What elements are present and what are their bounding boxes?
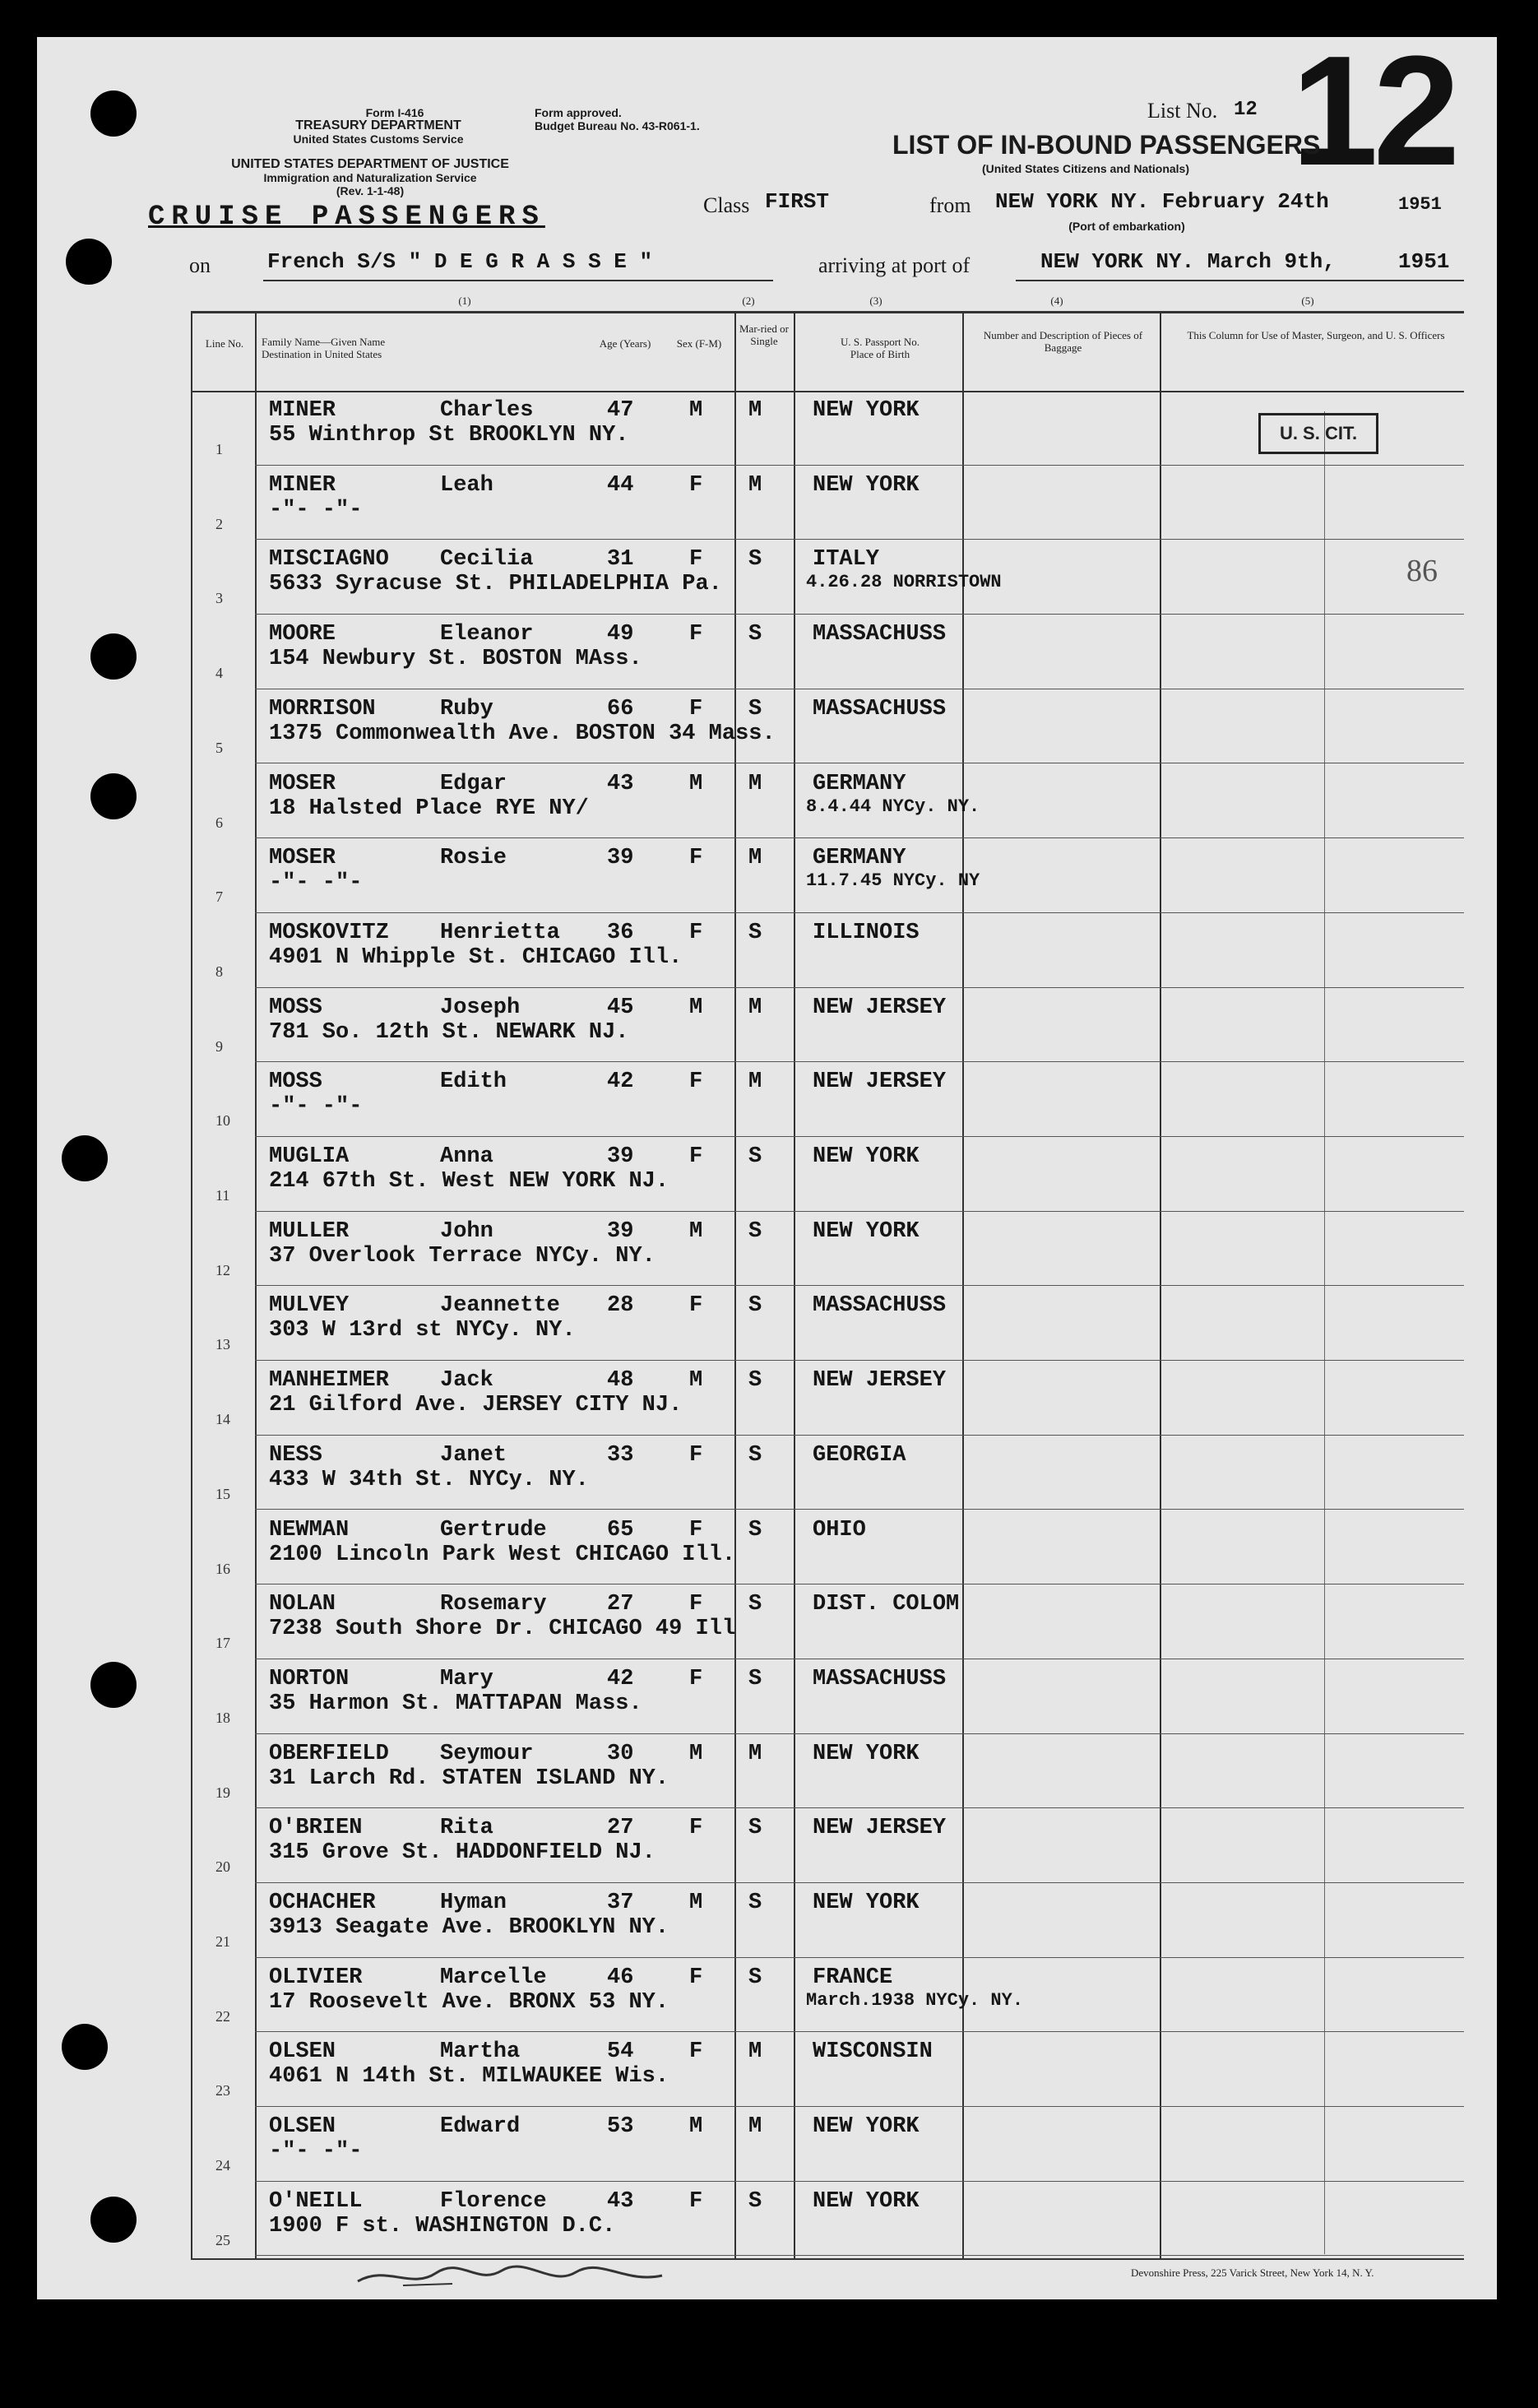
marital-status: S	[748, 1816, 762, 1841]
destination-address: 18 Halsted Place RYE NY/	[269, 796, 589, 821]
from-year: 1951	[1398, 194, 1442, 215]
row-divider	[255, 987, 1464, 988]
place-of-birth: MASSACHUSS	[813, 1666, 947, 1691]
place-of-birth: NEW YORK	[813, 472, 920, 498]
marital-status: S	[748, 696, 762, 721]
form-number: Form I-416	[365, 106, 424, 119]
table-row	[0, 1287, 1538, 1362]
family-name: O'NEILL	[269, 2188, 363, 2214]
place-of-birth: ITALY	[813, 547, 880, 573]
row-divider	[255, 1807, 1464, 1808]
age: 66	[607, 696, 634, 721]
age: 43	[607, 2188, 634, 2214]
col-number-3: (3)	[869, 295, 882, 307]
destination-address: 55 Winthrop St BROOKLYN NY.	[269, 423, 629, 448]
line-number: 18	[215, 1709, 230, 1726]
destination-address: 315 Grove St. HADDONFIELD NJ.	[269, 1840, 656, 1866]
family-name: MANHEIMER	[269, 1368, 389, 1394]
family-name: MOSS	[269, 995, 322, 1020]
destination-address: 17 Roosevelt Ave. BRONX 53 NY.	[269, 1989, 669, 2015]
destination-address: 37 Overlook Terrace NYCy. NY.	[269, 1243, 656, 1269]
age: 42	[607, 1069, 634, 1095]
passport-detail: 8.4.44 NYCy. NY.	[806, 796, 980, 817]
destination-address: -"- -"-	[269, 1094, 363, 1120]
table-row	[0, 1884, 1538, 1960]
destination-address: -"- -"-	[269, 2139, 363, 2164]
col-header-sex: Sex (F-M)	[676, 337, 722, 350]
col-header-line-no: Line No.	[205, 337, 244, 350]
given-name: Charles	[440, 398, 534, 423]
place-of-birth: OHIO	[813, 1517, 866, 1543]
age: 45	[607, 995, 634, 1020]
marital-status: S	[748, 1442, 762, 1468]
line-number: 1	[215, 441, 223, 457]
sex: M	[689, 771, 703, 796]
place-of-birth: NEW YORK	[813, 1891, 920, 1915]
line-number: 19	[215, 1784, 230, 1801]
col-number-1: (1)	[458, 295, 471, 307]
col-header-age: Age (Years)	[599, 337, 651, 350]
from-label: from	[929, 193, 971, 217]
line-number: 21	[215, 1933, 230, 1950]
destination-address: 303 W 13rd st NYCy. NY.	[269, 1318, 576, 1343]
destination-address: 1900 F st. WASHINGTON D.C.	[269, 2213, 616, 2239]
row-divider	[255, 2255, 1464, 2256]
family-name: O'BRIEN	[269, 1816, 363, 1841]
given-name: Leah	[440, 472, 493, 498]
marital-status: M	[748, 846, 762, 871]
marital-status: S	[748, 1965, 762, 1990]
line-number: 15	[215, 1485, 230, 1502]
given-name: Joseph	[440, 995, 521, 1020]
age: 44	[607, 472, 634, 498]
row-divider	[255, 1435, 1464, 1436]
table-bottom-border	[191, 2258, 1464, 2260]
marital-status: M	[748, 2039, 762, 2065]
marital-status: S	[748, 547, 762, 573]
place-of-birth: NEW YORK	[813, 398, 920, 423]
row-divider	[255, 1136, 1464, 1137]
table-row	[0, 1436, 1538, 1512]
col-header-officers: This Column for Use of Master, Surgeon, and U. S. Officers	[1187, 329, 1445, 341]
place-of-birth: NEW YORK	[813, 1218, 920, 1244]
family-name: OCHACHER	[269, 1891, 376, 1915]
age: 36	[607, 920, 634, 945]
col-number-2: (2)	[742, 295, 755, 307]
row-divider	[255, 614, 1464, 615]
age: 30	[607, 1741, 634, 1766]
marital-status: S	[748, 1592, 762, 1617]
sex: F	[689, 920, 703, 945]
table-row	[0, 2033, 1538, 2109]
form-approved: Form approved.	[535, 106, 622, 119]
line-number: 16	[215, 1560, 230, 1577]
sex: F	[689, 846, 703, 871]
arriving-label: arriving at port of	[818, 253, 971, 277]
table-row	[0, 1138, 1538, 1213]
table-row	[0, 615, 1538, 691]
line-number: 25	[215, 2231, 230, 2248]
row-divider	[255, 2106, 1464, 2107]
row-divider	[255, 1957, 1464, 1958]
given-name: Mary	[440, 1666, 493, 1691]
table-row	[0, 466, 1538, 542]
age: 37	[607, 1891, 634, 1915]
marital-status: S	[748, 622, 762, 647]
family-name: MUGLIA	[269, 1144, 350, 1169]
family-name: MULVEY	[269, 1293, 350, 1319]
line-number: 2	[215, 515, 223, 532]
table-row	[0, 1959, 1538, 2035]
place-of-birth: MASSACHUSS	[813, 1293, 947, 1319]
line-number: 12	[215, 1261, 230, 1278]
given-name: Gertrude	[440, 1517, 547, 1543]
treasury-dept: TREASURY DEPARTMENT	[295, 118, 461, 132]
line-number: 7	[215, 889, 223, 906]
family-name: MULLER	[269, 1218, 350, 1244]
row-divider	[255, 1509, 1464, 1510]
age: 28	[607, 1293, 634, 1319]
punch-hole	[90, 90, 137, 137]
family-name: MINER	[269, 472, 336, 498]
sex: M	[689, 995, 703, 1020]
sex: F	[689, 622, 703, 647]
row-divider	[255, 2031, 1464, 2032]
age: 33	[607, 1442, 634, 1468]
table-row	[0, 839, 1538, 915]
given-name: Hyman	[440, 1891, 507, 1915]
cruise-heading: CRUISE PASSENGERS	[148, 202, 545, 233]
given-name: Rosie	[440, 846, 507, 871]
age: 47	[607, 398, 634, 423]
family-name: MORRISON	[269, 696, 376, 721]
list-no-label: List No.	[1147, 99, 1218, 123]
age: 53	[607, 2114, 634, 2140]
row-divider	[255, 1360, 1464, 1361]
age: 54	[607, 2039, 634, 2065]
table-row	[0, 989, 1538, 1065]
line-number: 11	[215, 1187, 230, 1204]
given-name: Rita	[440, 1816, 493, 1841]
sex: F	[689, 1592, 703, 1617]
arriving-year: 1951	[1398, 249, 1450, 274]
customs-service: United States Customs Service	[293, 132, 464, 146]
officer-signature	[354, 2261, 666, 2294]
table-row	[0, 2183, 1538, 2258]
family-name: OBERFIELD	[269, 1741, 389, 1766]
age: 31	[607, 547, 634, 573]
table-row	[0, 1511, 1538, 1587]
sex: F	[689, 1517, 703, 1543]
place-of-birth: WISCONSIN	[813, 2039, 933, 2065]
table-row	[0, 1063, 1538, 1139]
destination-address: 433 W 34th St. NYCy. NY.	[269, 1467, 589, 1492]
given-name: John	[440, 1218, 493, 1244]
line-number: 4	[215, 665, 223, 682]
row-divider	[255, 912, 1464, 913]
given-name: Jack	[440, 1368, 493, 1394]
marital-status: M	[748, 1069, 762, 1095]
sex: F	[689, 1293, 703, 1319]
destination-address: 31 Larch Rd. STATEN ISLAND NY.	[269, 1765, 669, 1791]
justice-dept: UNITED STATES DEPARTMENT OF JUSTICE	[231, 157, 509, 171]
marital-status: S	[748, 1218, 762, 1244]
family-name: NEWMAN	[269, 1517, 350, 1543]
ship-name: French S/S " D E G R A S S E "	[267, 249, 653, 274]
printer-footer: Devonshire Press, 225 Varick Street, New York 14, N. Y.	[1131, 2266, 1374, 2279]
sex: F	[689, 2039, 703, 2065]
list-number-stamp: 12	[1291, 24, 1456, 198]
family-name: OLSEN	[269, 2114, 336, 2140]
place-of-birth: GERMANY	[813, 846, 906, 871]
place-of-birth: FRANCE	[813, 1965, 893, 1990]
line-number: 13	[215, 1336, 230, 1353]
given-name: Jeannette	[440, 1293, 560, 1319]
place-of-birth: NEW YORK	[813, 1144, 920, 1169]
table-row	[0, 1362, 1538, 1437]
sex: M	[689, 1368, 703, 1394]
place-of-birth: MASSACHUSS	[813, 622, 947, 647]
marital-status: S	[748, 1293, 762, 1319]
marital-status: S	[748, 920, 762, 945]
age: 43	[607, 771, 634, 796]
marital-status: S	[748, 1891, 762, 1915]
line-number: 6	[215, 814, 223, 831]
table-row	[0, 2108, 1538, 2183]
given-name: Edward	[440, 2114, 521, 2140]
sex: F	[689, 1666, 703, 1691]
sex: F	[689, 472, 703, 498]
place-of-birth: GEORGIA	[813, 1442, 906, 1468]
destination-address: 2100 Lincoln Park West CHICAGO Ill.	[269, 1542, 736, 1567]
age: 42	[607, 1666, 634, 1691]
family-name: OLSEN	[269, 2039, 336, 2065]
given-name: Marcelle	[440, 1965, 547, 1990]
line-number: 8	[215, 963, 223, 980]
sex: M	[689, 1891, 703, 1915]
given-name: Edgar	[440, 771, 507, 796]
place-of-birth: NEW YORK	[813, 2188, 920, 2214]
line-number: 17	[215, 1635, 230, 1652]
col-header-name: Family Name—Given Name Destination in United States	[262, 336, 386, 360]
age: 27	[607, 1816, 634, 1841]
family-name: MOORE	[269, 622, 336, 647]
table-row	[0, 1660, 1538, 1736]
col-number-4: (4)	[1050, 295, 1063, 307]
destination-address: 7238 South Shore Dr. CHICAGO 49 Ill	[269, 1617, 736, 1642]
destination-address: 21 Gilford Ave. JERSEY CITY NJ.	[269, 1393, 683, 1418]
given-name: Cecilia	[440, 547, 534, 573]
list-no-value: 12	[1234, 99, 1258, 121]
row-divider	[255, 2181, 1464, 2182]
destination-address: -"- -"-	[269, 497, 363, 522]
line-number: 5	[215, 739, 223, 756]
margin-note: 86	[1406, 554, 1438, 588]
col-number-5: (5)	[1301, 295, 1314, 307]
destination-address: 781 So. 12th St. NEWARK NJ.	[269, 1019, 629, 1045]
arriving-underline	[1016, 280, 1464, 281]
age: 39	[607, 846, 634, 871]
row-divider	[255, 1733, 1464, 1734]
place-of-birth: NEW JERSEY	[813, 1816, 947, 1841]
given-name: Eleanor	[440, 622, 534, 647]
table-row	[0, 1213, 1538, 1288]
marital-status: M	[748, 771, 762, 796]
line-number: 24	[215, 2157, 230, 2174]
sex: M	[689, 2114, 703, 2140]
budget-bureau: Budget Bureau No. 43-R061-1.	[535, 119, 700, 132]
family-name: MINER	[269, 398, 336, 423]
place-of-birth: ILLINOIS	[813, 920, 920, 945]
marital-status: S	[748, 1517, 762, 1543]
destination-address: 35 Harmon St. MATTAPAN Mass.	[269, 1691, 642, 1716]
marital-status: S	[748, 2188, 762, 2214]
line-number: 20	[215, 1858, 230, 1876]
marital-status: S	[748, 1368, 762, 1394]
line-number: 3	[215, 590, 223, 607]
sex: M	[689, 1741, 703, 1766]
row-divider	[255, 465, 1464, 466]
destination-address: 154 Newbury St. BOSTON MAss.	[269, 647, 642, 672]
row-divider	[255, 1211, 1464, 1212]
place-of-birth: NEW JERSEY	[813, 1069, 947, 1095]
place-of-birth: NEW JERSEY	[813, 1368, 947, 1394]
sex: F	[689, 1965, 703, 1990]
age: 49	[607, 622, 634, 647]
page-title: LIST OF IN-BOUND PASSENGERS	[892, 130, 1321, 160]
destination-address: 4061 N 14th St. MILWAUKEE Wis.	[269, 2064, 669, 2090]
revision: (Rev. 1-1-48)	[336, 184, 405, 197]
passport-detail: March.1938 NYCy. NY.	[806, 1989, 1024, 2011]
class-value: FIRST	[765, 189, 830, 214]
given-name: Ruby	[440, 696, 493, 721]
given-name: Edith	[440, 1069, 507, 1095]
sex: F	[689, 2188, 703, 2214]
sex: F	[689, 1069, 703, 1095]
destination-address: 214 67th St. West NEW YORK NJ.	[269, 1169, 669, 1194]
line-number: 14	[215, 1411, 230, 1428]
table-row	[0, 541, 1538, 616]
given-name: Anna	[440, 1144, 493, 1169]
passport-detail: 11.7.45 NYCy. NY	[806, 870, 980, 892]
destination-address: 4901 N Whipple St. CHICAGO Ill.	[269, 944, 683, 970]
family-name: MOSER	[269, 846, 336, 871]
place-of-birth: MASSACHUSS	[813, 696, 947, 721]
page-subtitle: (United States Citizens and Nationals)	[981, 162, 1190, 175]
marital-status: M	[748, 1741, 762, 1766]
punch-hole	[66, 239, 112, 285]
place-of-birth: NEW YORK	[813, 1741, 920, 1766]
row-divider	[255, 1061, 1464, 1062]
table-top-border	[191, 311, 1464, 313]
line-number: 10	[215, 1112, 230, 1130]
family-name: MOSS	[269, 1069, 322, 1095]
destination-address: 5633 Syracuse St. PHILADELPHIA Pa.	[269, 572, 722, 597]
age: 48	[607, 1368, 634, 1394]
table-row	[0, 1585, 1538, 1661]
ship-underline	[263, 280, 773, 281]
from-value: NEW YORK NY. February 24th	[995, 189, 1329, 214]
line-number: 9	[215, 1037, 223, 1055]
age: 39	[607, 1144, 634, 1169]
marital-status: S	[748, 1666, 762, 1691]
destination-address: -"- -"-	[269, 870, 363, 896]
table-row	[0, 914, 1538, 990]
table-row	[0, 765, 1538, 841]
marital-status: M	[748, 995, 762, 1020]
arriving-value: NEW YORK NY. March 9th,	[1040, 249, 1336, 274]
marital-status: M	[748, 398, 762, 423]
age: 65	[607, 1517, 634, 1543]
age: 27	[607, 1592, 634, 1617]
col-header-baggage: Number and Description of Pieces of Baggage	[983, 329, 1143, 354]
marital-status: S	[748, 1144, 762, 1169]
col-header-passport: U. S. Passport No. Place of Birth	[840, 336, 920, 360]
class-label: Class	[703, 193, 750, 217]
us-citizen-stamp: U. S. CIT.	[1258, 413, 1378, 454]
given-name: Seymour	[440, 1741, 534, 1766]
destination-address: 1375 Commonwealth Ave. BOSTON 34 Mass.	[269, 721, 776, 746]
table-row	[0, 1735, 1538, 1811]
sex: F	[689, 1144, 703, 1169]
family-name: NESS	[269, 1442, 322, 1468]
family-name: NOLAN	[269, 1592, 336, 1617]
family-name: MOSKOVITZ	[269, 920, 389, 945]
port-embarkation-caption: (Port of embarkation)	[1068, 220, 1185, 233]
passport-detail: 4.26.28 NORRISTOWN	[806, 572, 1002, 593]
sex: M	[689, 1218, 703, 1244]
sex: F	[689, 1442, 703, 1468]
sex: F	[689, 547, 703, 573]
marital-status: M	[748, 472, 762, 498]
family-name: MOSER	[269, 771, 336, 796]
age: 46	[607, 1965, 634, 1990]
table-row	[0, 1809, 1538, 1885]
place-of-birth: GERMANY	[813, 771, 906, 796]
place-of-birth: DIST. COLOM	[813, 1592, 960, 1617]
row-divider	[255, 1285, 1464, 1286]
family-name: MISCIAGNO	[269, 547, 389, 573]
row-divider	[255, 1882, 1464, 1883]
family-name: OLIVIER	[269, 1965, 363, 1990]
destination-address: 3913 Seagate Ave. BROOKLYN NY.	[269, 1915, 669, 1940]
line-number: 22	[215, 2007, 230, 2025]
col-header-married: Mar-ried or Single	[739, 322, 790, 347]
sex: F	[689, 1816, 703, 1841]
given-name: Rosemary	[440, 1592, 547, 1617]
on-label: on	[189, 253, 211, 277]
row-divider	[255, 539, 1464, 540]
sex: M	[689, 398, 703, 423]
place-of-birth: NEW JERSEY	[813, 995, 947, 1020]
family-name: NORTON	[269, 1666, 350, 1691]
given-name: Janet	[440, 1442, 507, 1468]
age: 39	[607, 1218, 634, 1244]
given-name: Henrietta	[440, 920, 560, 945]
sex: F	[689, 696, 703, 721]
given-name: Martha	[440, 2039, 521, 2065]
table-row	[0, 690, 1538, 766]
marital-status: M	[748, 2114, 762, 2140]
place-of-birth: NEW YORK	[813, 2114, 920, 2140]
immigration-service: Immigration and Naturalization Service	[263, 171, 477, 184]
row-divider	[255, 837, 1464, 838]
given-name: Florence	[440, 2188, 547, 2214]
line-number: 23	[215, 2082, 230, 2099]
